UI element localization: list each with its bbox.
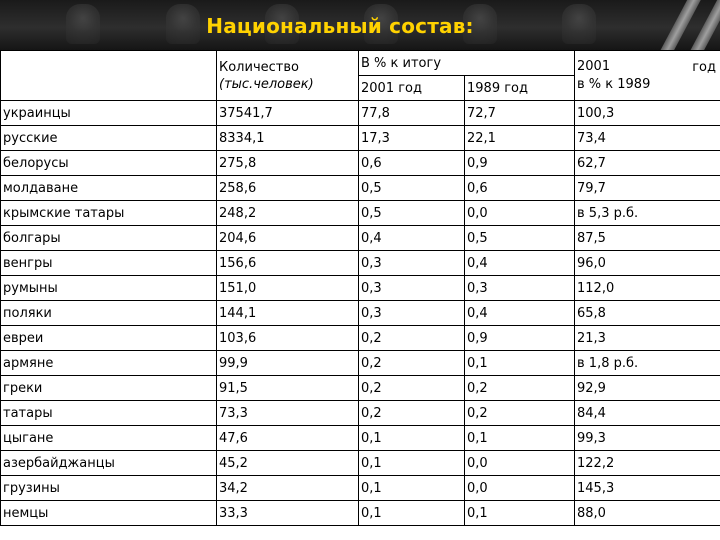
- table-row: [1, 176, 720, 201]
- share-1989: 0,5: [465, 226, 575, 251]
- population-count: 258,6: [217, 176, 359, 201]
- table-row: [1, 101, 720, 126]
- nationality-name: молдаване: [1, 176, 217, 201]
- population-count: 248,2: [217, 201, 359, 226]
- share-2001: 0,3: [359, 251, 465, 276]
- nationality-name: немцы: [1, 501, 217, 526]
- ratio-2001-to-1989: 99,3: [575, 426, 720, 451]
- population-count: 37541,7: [217, 101, 359, 126]
- share-2001: 0,1: [359, 426, 465, 451]
- share-1989: 0,6: [465, 176, 575, 201]
- header-count: [217, 51, 359, 101]
- population-count: 156,6: [217, 251, 359, 276]
- nationality-name: венгры: [1, 251, 217, 276]
- share-1989: 0,0: [465, 476, 575, 501]
- table-row: [1, 376, 720, 401]
- share-1989: 0,0: [465, 451, 575, 476]
- population-count: 8334,1: [217, 126, 359, 151]
- share-1989: 72,7: [465, 101, 575, 126]
- table-row: [1, 301, 720, 326]
- nationality-name: белорусы: [1, 151, 217, 176]
- ratio-2001-to-1989: 79,7: [575, 176, 720, 201]
- table-row: [1, 451, 720, 476]
- share-2001: 0,3: [359, 301, 465, 326]
- population-count: 144,1: [217, 301, 359, 326]
- table-row: [1, 151, 720, 176]
- share-1989: 0,4: [465, 251, 575, 276]
- ratio-2001-to-1989: 100,3: [575, 101, 720, 126]
- share-1989: 0,0: [465, 201, 575, 226]
- ratio-2001-to-1989: 92,9: [575, 376, 720, 401]
- ratio-2001-to-1989: 122,2: [575, 451, 720, 476]
- nationality-name: татары: [1, 401, 217, 426]
- share-2001: 0,3: [359, 276, 465, 301]
- ratio-2001-to-1989: 62,7: [575, 151, 720, 176]
- table-row: [1, 426, 720, 451]
- nationality-name: болгары: [1, 226, 217, 251]
- share-1989: 0,1: [465, 426, 575, 451]
- population-count: 33,3: [217, 501, 359, 526]
- nationality-name: азербайджанцы: [1, 451, 217, 476]
- header-year-2001: 2001 год: [359, 76, 465, 101]
- population-count: 45,2: [217, 451, 359, 476]
- nationality-name: греки: [1, 376, 217, 401]
- header-ratio-year: 2001: [577, 58, 611, 74]
- ratio-2001-to-1989: в 1,8 р.б.: [575, 351, 720, 376]
- slide-header-banner: [0, 0, 720, 50]
- header-count-label: Количество: [219, 59, 299, 75]
- share-1989: 0,1: [465, 351, 575, 376]
- table-row: [1, 501, 720, 526]
- ratio-2001-to-1989: 73,4: [575, 126, 720, 151]
- header-ratio-year-word: год: [692, 60, 716, 75]
- table-row: [1, 226, 720, 251]
- population-count: 151,0: [217, 276, 359, 301]
- nationality-name: украинцы: [1, 101, 217, 126]
- share-2001: 0,1: [359, 451, 465, 476]
- population-count: 204,6: [217, 226, 359, 251]
- share-2001: 0,6: [359, 151, 465, 176]
- share-1989: 0,1: [465, 501, 575, 526]
- share-1989: 0,2: [465, 376, 575, 401]
- table-row: [1, 126, 720, 151]
- ratio-2001-to-1989: 145,3: [575, 476, 720, 501]
- header-empty-cell: [1, 51, 217, 101]
- population-count: 73,3: [217, 401, 359, 426]
- header-share-label: В % к итогу: [359, 51, 575, 76]
- share-2001: 0,5: [359, 201, 465, 226]
- population-count: 34,2: [217, 476, 359, 501]
- ratio-2001-to-1989: 96,0: [575, 251, 720, 276]
- population-count: 47,6: [217, 426, 359, 451]
- table-row: [1, 351, 720, 376]
- ratio-2001-to-1989: 88,0: [575, 501, 720, 526]
- table-row: [1, 276, 720, 301]
- nationality-table: [0, 50, 720, 526]
- nationality-name: русские: [1, 126, 217, 151]
- nationality-name: евреи: [1, 326, 217, 351]
- table-row: [1, 326, 720, 351]
- share-2001: 0,1: [359, 501, 465, 526]
- ratio-2001-to-1989: в 5,3 р.б.: [575, 201, 720, 226]
- ratio-2001-to-1989: 84,4: [575, 401, 720, 426]
- header-count-unit: (тыс.человек): [219, 76, 314, 92]
- page-title: Национальный состав:: [206, 14, 474, 38]
- share-2001: 0,4: [359, 226, 465, 251]
- share-1989: 0,4: [465, 301, 575, 326]
- table-row: [1, 251, 720, 276]
- nationality-name: грузины: [1, 476, 217, 501]
- share-2001: 0,2: [359, 351, 465, 376]
- nationality-name: румыны: [1, 276, 217, 301]
- share-2001: 0,2: [359, 401, 465, 426]
- share-2001: 0,2: [359, 326, 465, 351]
- population-count: 91,5: [217, 376, 359, 401]
- header-row: [1, 51, 720, 76]
- share-2001: 0,1: [359, 476, 465, 501]
- share-1989: 0,9: [465, 326, 575, 351]
- nationality-name: армяне: [1, 351, 217, 376]
- share-2001: 0,2: [359, 376, 465, 401]
- ratio-2001-to-1989: 21,3: [575, 326, 720, 351]
- ratio-2001-to-1989: 87,5: [575, 226, 720, 251]
- share-1989: 0,2: [465, 401, 575, 426]
- ratio-2001-to-1989: 112,0: [575, 276, 720, 301]
- header-ratio-percent: в % к 1989: [577, 76, 651, 92]
- table-body: [1, 51, 720, 526]
- share-2001: 0,5: [359, 176, 465, 201]
- share-2001: 17,3: [359, 126, 465, 151]
- nationality-name: цыгане: [1, 426, 217, 451]
- share-1989: 0,9: [465, 151, 575, 176]
- population-count: 103,6: [217, 326, 359, 351]
- population-count: 275,8: [217, 151, 359, 176]
- share-2001: 77,8: [359, 101, 465, 126]
- nationality-name: поляки: [1, 301, 217, 326]
- table-row: [1, 476, 720, 501]
- share-1989: 22,1: [465, 126, 575, 151]
- table-row: [1, 201, 720, 226]
- ratio-2001-to-1989: 65,8: [575, 301, 720, 326]
- population-count: 99,9: [217, 351, 359, 376]
- nationality-name: крымские татары: [1, 201, 217, 226]
- header-year-1989: 1989 год: [465, 76, 575, 101]
- header-ratio: [575, 51, 720, 101]
- share-1989: 0,3: [465, 276, 575, 301]
- table-row: [1, 401, 720, 426]
